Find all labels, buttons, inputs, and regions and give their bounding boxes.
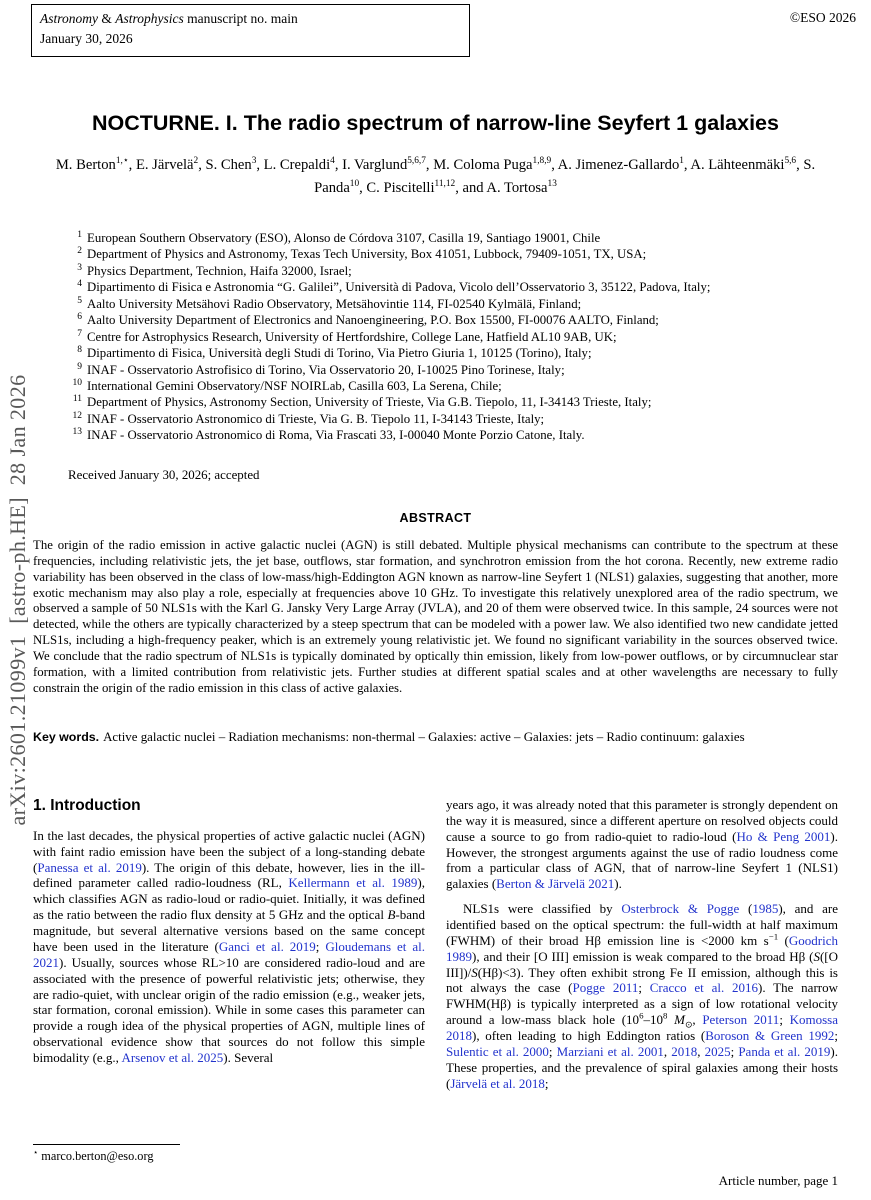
abstract-heading: ABSTRACT: [399, 511, 472, 525]
affiliation-number: 4: [77, 279, 82, 290]
affiliation-number: 1: [77, 230, 82, 240]
two-column-body: [33, 797, 838, 1172]
header-date: January 30, 2026: [40, 31, 133, 47]
affiliation-item: [64, 263, 843, 279]
affiliation-item: [64, 246, 843, 262]
affiliation-text: INAF - Osservatorio Astronomico di Roma, Via Frascati 33, I-00040 Monte Porzio Catone, Italy.: [87, 428, 585, 443]
citation-link[interactable]: Cracco et al. 2016: [649, 980, 759, 996]
affiliation-item: [64, 296, 843, 312]
citation-link[interactable]: Arsenov et al. 2025: [121, 1049, 224, 1065]
citation-link[interactable]: Pogge 2011: [572, 980, 639, 996]
paper-title: NOCTURNE. I. The radio spectrum of narrow-line Seyfert 1 galaxies: [92, 111, 779, 135]
affiliation-number: 12: [72, 410, 82, 421]
affiliation-text: European Southern Observatory (ESO), Alonso de Córdova 3107, Casilla 19, Santiago 19001, Chile: [87, 231, 601, 245]
keywords-line: [33, 729, 838, 746]
citation-link[interactable]: Järvelä et al. 2018: [450, 1075, 545, 1091]
citation-link[interactable]: Panda et al. 2019: [738, 1043, 831, 1059]
manuscript-header-box: [31, 4, 470, 57]
affiliation-text: Department of Physics and Astronomy, Texas Tech University, Box 41051, Lubbock, 79409-1051, TX, USA;: [87, 247, 647, 262]
affiliation-text: INAF - Osservatorio Astronomico di Trieste, Via G. B. Tiepolo 11, I-34143 Trieste, Italy;: [87, 411, 545, 426]
affiliation-number: 9: [77, 361, 82, 372]
citation-link[interactable]: Kellermann et al. 1989: [288, 875, 418, 891]
footnote-email: ⋆ marco.berton@eso.org: [33, 1147, 154, 1163]
footnote: [33, 1141, 180, 1164]
affiliation-item: [64, 378, 843, 394]
citation-link[interactable]: Ganci et al. 2019: [218, 938, 316, 954]
citation-link[interactable]: 2025: [704, 1043, 731, 1059]
citation-link[interactable]: 2018: [671, 1043, 698, 1059]
affiliation-text: INAF - Osservatorio Astrofisico di Torino, Via Osservatorio 20, I-10025 Pino Torinese, Italy;: [87, 362, 565, 377]
citation-link[interactable]: Berton & Järvelä 2021: [496, 876, 615, 892]
citation-link[interactable]: Panessa et al. 2019: [37, 859, 142, 875]
affiliation-item: [64, 362, 843, 378]
journal-line: Astronomy & Astrophysics manuscript no. main: [40, 11, 298, 26]
intro-paragraph-left: In the last decades, the physical properties of active galactic nuclei (AGN) with faint radio emission have been the subject of a long-standing debate (Panessa et al. 2019). The origin of this debate, however, lies in the ill-defined parameter called radio-loudness (RL, Kellermann et al. 1989), which classifies AGN as radio-loud or radio-quiet. Initially, it was defined as the ratio between the radio flux density at 5 GHz and the optical B-band magnitude, but several alternative versions based on the same concept have been used in the literature (Ganci et al. 2019; Gloudemans et al. 2021). Usually, sources whose RL>10 are considered radio-loud and are associated with the presence of powerful relativistic jets; otherwise, they are radio-quiet, with unclear origin of the radio emission (e.g., weaker jets, star formation, coronal emission). While in some cases this parameter can provide a rough idea of the physical properties of AGN, multiple lines of observational evidence show that sources do not follow this simple bimodality (e.g., Arsenov et al. 2025). Several: [33, 827, 426, 1065]
citation-link[interactable]: Boroson & Green 1992: [705, 1028, 835, 1044]
affiliation-text: Dipartimento di Fisica e Astronomia “G. Galilei”, Università di Padova, Vicolo dell’Osservatorio 3, 35122, Padova, Italy;: [87, 280, 711, 295]
citation-link[interactable]: Ho & Peng 2001: [736, 828, 831, 844]
affiliation-number: 3: [77, 262, 82, 273]
affiliation-item: [64, 411, 843, 427]
citation-link[interactable]: Osterbrock & Pogge: [621, 901, 740, 917]
right-column: [446, 797, 838, 1172]
affiliation-number: 13: [72, 427, 82, 438]
abstract-text: The origin of the radio emission in active galactic nuclei (AGN) is still debated. Multiple physical mechanisms can contribute to the spectrum at these frequencies, including relativistic jets, the jet base, outflows, star formation, and synchrotron emission from the hot corona. Recently, new extreme radio variability has been observed in the class of low-mass/high-Eddington AGN known as narrow-line Seyfert 1 (NLS1) galaxies, suggesting that another, more exotic mechanism may also play a role, especially at frequencies above 10 GHz. To investigate this relatively unexplored area of the radio spectrum, we observed a sample of 50 NLS1s with the Karl G. Jansky Very Large Array (JVLA), and 20 of them were observed twice. In this sample, 24 sources were not detected, while the others are typically characterized by a steep spectrum that can be modeled with a power law. We also identified two new candidate jetted NLS1s, including a high-frequency peaker, which is an extremely young relativistic jet. We found no significant variability in the sources observed twice. We conclude that the radio spectrum of NLS1s is typically dominated by optically thin emission, likely from low-power outflows, or by circumnuclear star formation, with a limited contribution from relativistic jets. Further studies at different spatial scales and at other wavelengths are necessary to fully constrain the origin of the radio emission in this class of active galaxies.: [33, 538, 838, 695]
citation-link[interactable]: Peterson 2011: [702, 1012, 780, 1028]
affiliation-item: [64, 329, 843, 345]
copyright-note: ©ESO 2026: [789, 10, 856, 25]
affiliation-number: 11: [72, 394, 82, 405]
affiliation-number: 6: [77, 312, 82, 323]
keywords-label: Key words.: [33, 730, 100, 744]
page-footer: Article number, page 1: [718, 1173, 838, 1188]
affiliation-text: International Gemini Observatory/NSF NOIRLab, Casilla 603, La Serena, Chile;: [87, 378, 502, 393]
citation-link[interactable]: Sulentic et al. 2000: [446, 1043, 549, 1059]
affiliation-number: 10: [72, 377, 82, 388]
affiliation-item: [64, 230, 843, 246]
footnote-rule: [33, 1144, 180, 1145]
affiliation-number: 8: [77, 345, 82, 356]
affiliation-item: [64, 279, 843, 295]
affiliation-list: [64, 230, 843, 444]
citation-link[interactable]: Marziani et al. 2001: [556, 1043, 664, 1059]
citation-link[interactable]: Gloudemans et al. 2021: [33, 938, 425, 970]
left-column: [33, 797, 425, 1172]
affiliation-item: [64, 345, 843, 361]
affiliation-text: Centre for Astrophysics Research, University of Hertfordshire, College Lane, Hatfield AL10 9AB, UK;: [87, 329, 617, 344]
affiliation-item: [64, 427, 843, 443]
affiliation-text: Department of Physics, Astronomy Section, University of Trieste, Via G.B. Tiepolo, 11, I-34143 Trieste, Italy;: [87, 395, 652, 410]
affiliation-number: 2: [77, 246, 82, 257]
intro-paragraph-right-1: years ago, it was already noted that this parameter is strongly dependent on the way it is measured, since a different aperture on resolved objects could cause a source to go from radio-quiet to radio-loud (Ho & Peng 2001). However, the strongest arguments against the use of radio loudness come from a particular class of AGN, that of narrow-line Seyfert 1 (NLS1) galaxies (Berton & Järvelä 2021).: [446, 797, 839, 892]
received-line: Received January 30, 2026; accepted: [68, 468, 260, 482]
section-heading-introduction: 1. Introduction: [33, 797, 141, 814]
arxiv-stamp: arXiv:2601.21099v1 [astro-ph.HE] 28 Jan 2026: [5, 374, 30, 826]
affiliation-text: Aalto University Department of Electronics and Nanoengineering, P.O. Box 15500, FI-00076 AALTO, Finland;: [87, 313, 659, 328]
citation-link[interactable]: Goodrich 1989: [446, 932, 838, 964]
intro-paragraph-right-2: NLS1s were classified by Osterbrock & Pogge (1985), and are identified based on the optical spectrum: the full-width at half maximum (FWHM) of their broad Hβ emission line is <2000 km $s^{-1}$ (Goodrich 1989), and their [O III] emission is weak compared to the broad Hβ (S([O III])/S(Hβ)<3). They often exhibit strong Fe II emission, although this is not always the case (Pogge 2011; Cracco et al. 2016). The narrow FWHM(Hβ) is typically interpreted as a sign of low rotational velocity around a low-mass black hole ($10^6-10^8$ $M_⊙$, Peterson 2011; Komossa 2018), often leading to high Eddington ratios (Boroson & Green 1992; Sulentic et al. 2000; Marziani et al. 2001, 2018, 2025; Panda et al. 2019). These properties, and the prevalence of spiral galaxies among their hosts (Järvelä et al. 2018;: [446, 901, 839, 1091]
affiliation-text: Physics Department, Technion, Haifa 32000, Israel;: [87, 263, 352, 278]
affiliation-number: 5: [77, 295, 82, 306]
citation-link[interactable]: Komossa 2018: [446, 1012, 839, 1044]
author-list: M. Berton$^{1,⋆}$, E. Järvelä$^2$, S. Chen$^3$, L. Crepaldi$^4$, I. Varglund$^{5,6,7}$, M. Coloma Puga$^{1,8,9}$, A. Jimenez-Gallardo$^1$, A. Lähteenmäki$^{5,6}$, S. Panda$^{10}$, C. Piscitelli$^{11,12}$, and A. Tortosa$^{13}$: [55, 156, 816, 196]
affiliation-text: Aalto University Metsähovi Radio Observatory, Metsähovintie 114, FI-02540 Kylmälä, Finland;: [87, 296, 582, 311]
affiliation-item: [64, 394, 843, 410]
keywords-text: Active galactic nuclei – Radiation mechanisms: non-thermal – Galaxies: active – Galaxies: jets – Radio continuum: galaxies: [103, 730, 745, 744]
affiliation-text: Dipartimento di Fisica, Università degli Studi di Torino, Via Pietro Giuria 1, 10125 (Torino), Italy;: [87, 346, 592, 361]
affiliation-number: 7: [77, 328, 82, 339]
citation-link[interactable]: 1985: [752, 901, 779, 917]
affiliation-item: [64, 312, 843, 328]
